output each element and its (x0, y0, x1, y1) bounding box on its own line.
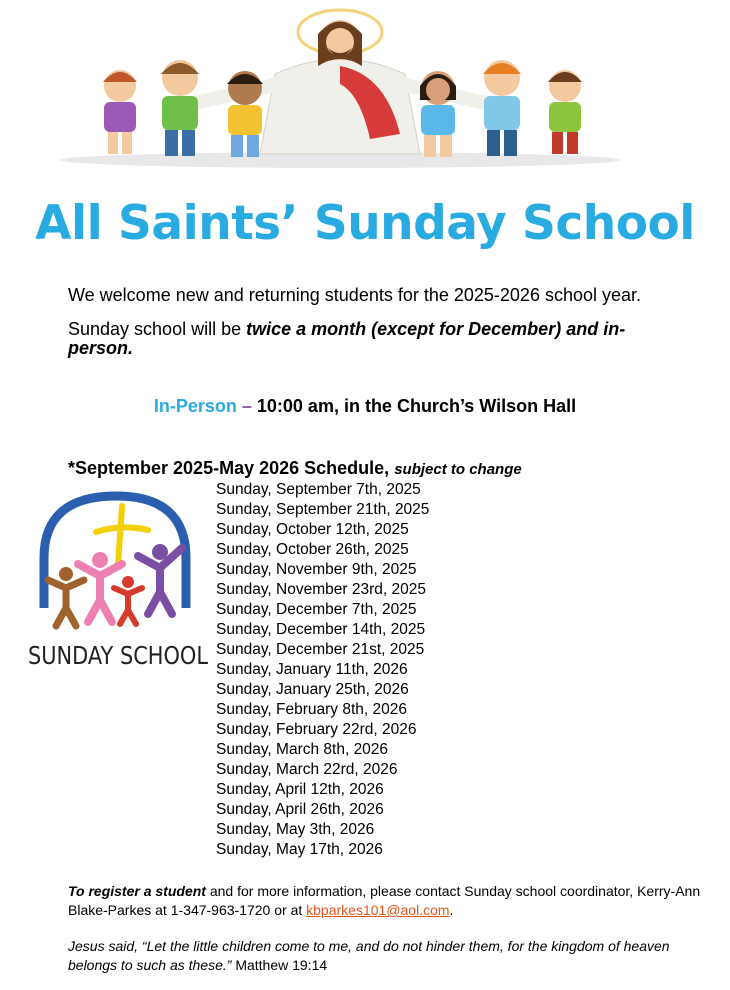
schedule-heading-text: *September 2025-May 2026 Schedule, (68, 458, 390, 478)
schedule-date-item: Sunday, January 25th, 2026 (216, 681, 409, 698)
schedule-date-item: Sunday, February 22rd, 2026 (216, 721, 417, 738)
schedule-date-item: Sunday, March 22rd, 2026 (216, 761, 398, 778)
logo-text: SUNDAY SCHOOL (28, 641, 209, 670)
schedule-heading (68, 458, 522, 479)
schedule-date-item: Sunday, February 8th, 2026 (216, 701, 408, 718)
welcome-text: We welcome new and returning students for the 2025-2026 school year. (68, 285, 642, 305)
jesus-with-children-illustration (40, 4, 640, 174)
schedule-date-list (216, 480, 429, 860)
register-body: and for more information, please contact Sunday school coordinator, Kerry-Ann Blake-Parkes at 1-347-963-1720 or at (68, 883, 701, 918)
in-person-details: 10:00 am, in the Church’s Wilson Hall (256, 396, 577, 416)
register-end: . (449, 902, 454, 918)
quote-reference: Matthew 19:14 (231, 957, 328, 973)
schedule-date-item: Sunday, October 12th, 2025 (216, 521, 409, 538)
schedule-date-item: Sunday, November 23rd, 2025 (216, 581, 426, 598)
schedule-date-item: Sunday, November 9th, 2025 (216, 561, 417, 578)
schedule-date-item: Sunday, September 7th, 2025 (216, 481, 421, 498)
frequency-emphasis: twice a month (except for December) and in-person. (68, 319, 626, 358)
schedule-date-item: Sunday, December 7th, 2025 (216, 601, 417, 618)
in-person-line (0, 396, 730, 417)
sunday-school-logo (26, 488, 211, 678)
frequency-prefix: Sunday school will be (68, 319, 247, 339)
registration-info (68, 882, 718, 920)
schedule-date-item: Sunday, December 21st, 2025 (216, 641, 425, 658)
contact-email-link[interactable]: kbparkes101@aol.com (306, 902, 450, 918)
schedule-date-item: Sunday, April 12th, 2026 (216, 781, 384, 798)
schedule-date-item: Sunday, April 26th, 2026 (216, 801, 384, 818)
in-person-label: In-Person (153, 396, 237, 416)
schedule-date-item: Sunday, December 14th, 2025 (216, 621, 426, 638)
page-title: All Saints’ Sunday School (35, 196, 695, 251)
quote-text: Jesus said, “Let the little children come to me, and do not hinder them, for the kingdom of heaven belongs to such as these.” (68, 938, 670, 973)
in-person-dash: – (236, 396, 257, 416)
schedule-date-item: Sunday, October 26th, 2025 (216, 541, 409, 558)
schedule-date-item: Sunday, January 11th, 2026 (216, 661, 408, 678)
schedule-date-item: Sunday, March 8th, 2026 (216, 741, 389, 758)
register-lead: To register a student (68, 883, 206, 899)
schedule-note: subject to change (394, 461, 522, 478)
schedule-date-item: Sunday, May 3th, 2026 (216, 821, 375, 838)
bible-quote (68, 937, 718, 975)
schedule-date-item: Sunday, May 17th, 2026 (216, 841, 383, 858)
schedule-date-item: Sunday, September 21th, 2025 (216, 501, 430, 518)
frequency-text (68, 320, 688, 358)
